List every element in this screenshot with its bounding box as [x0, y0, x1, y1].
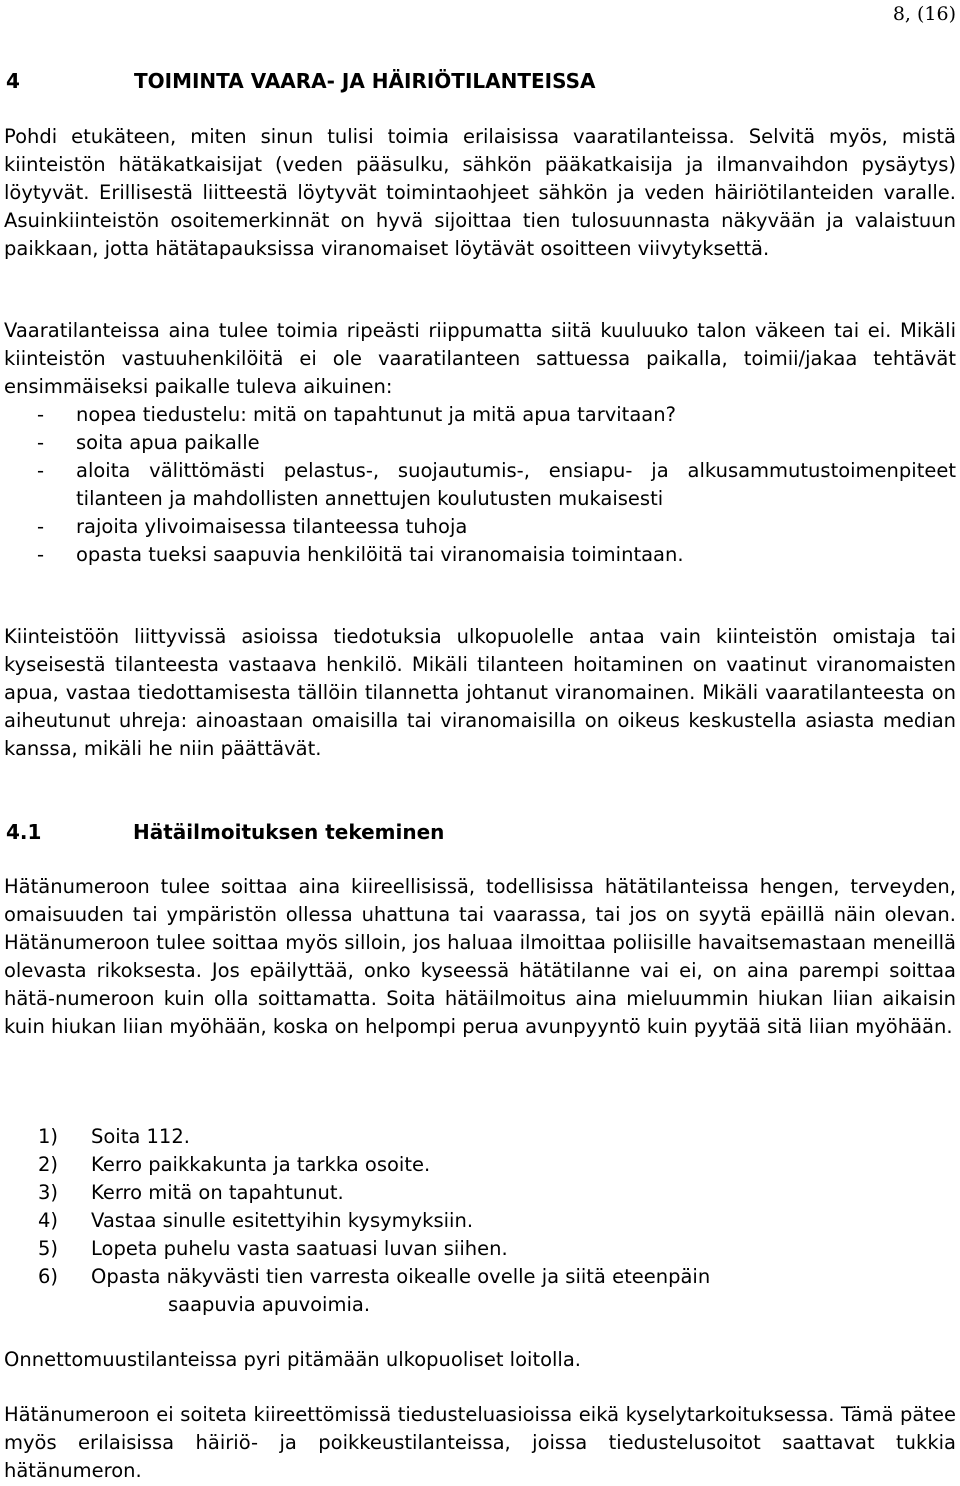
list-item — [4, 457, 956, 513]
subsection-heading — [6, 818, 445, 846]
communications-paragraph: Kiinteistöön liittyvissä asioissa tiedotuksia ulkopuolelle antaa vain kiinteistön omistaja tai kyseisestä tilanteesta vastaava henkilö. Mikäli tilanteen hoitaminen on vaatinut viranomaisten apua, vastaa tiedottamisesta tällöin tilannetta johtanut viranomainen. Mikäli vaaratilanteesta on aiheutunut uhreja: ainoastaan omaisilla tai viranomaisilla on oikeus keskustella asiasta median kanssa, mikäli he niin päättävät. — [4, 625, 956, 760]
emergency-call-paragraph: Hätänumeroon tulee soittaa aina kiireellisissä, todellisissa hätätilanteissa hengen, terveyden, omaisuuden tai ympäristön ollessa uhattuna tai vaarassa, tai jos on syytä epäillä näin olevan. Hätänumeroon tulee soittaa myös silloin, jos haluaa ilmoittaa poliisille havaitsemastaan meneillä olevasta rikoksesta. Jos epäilyttää, onko kyseessä hätätilanne vai ei, on aina parempi soittaa hätä-numeroon kuin olla soittamatta. Soita hätäilmoitus aina mieluummin hiukan liian aikaisin kuin hiukan liian myöhään, koska on helpompi perua avunpyyntö kuin pyytää sitä liian myöhään. — [4, 875, 956, 1038]
list-item — [4, 1123, 956, 1151]
list-item — [4, 1207, 956, 1235]
intro-paragraph: Pohdi etukäteen, miten sinun tulisi toimia erilaisissa vaaratilanteissa. Selvitä myös, mistä kiinteistön hätäkatkaisijat (veden pääsulku, sähkön pääkatkaisija ja ilmanvaihdon pysäytys) löytyvät. Erillisestä liitteestä löytyvät toimintaohjeet sähkön ja veden häiriötilanteiden varalle. Asuinkiinteistön osoitemerkinnät on hyvä sijoittaa tien tulosuunnasta näkyvään ja valaistuun paikkaan, jotta hätätapauksissa viranomaiset löytävät osoitteen viivytyksettä. — [4, 125, 956, 260]
step-text: Vastaa sinulle esitettyihin kysymyksiin. — [91, 1209, 474, 1232]
list-dash: - — [37, 459, 45, 482]
step-marker: 6) — [38, 1265, 59, 1288]
list-dash: - — [37, 515, 45, 538]
list-item-text: nopea tiedustelu: mitä on tapahtunut ja mitä apua tarvitaan? — [76, 403, 676, 426]
accident-paragraph: Onnettomuustilanteissa pyri pitämään ulkopuoliset loitolla. — [4, 1348, 582, 1371]
step-marker: 5) — [38, 1237, 59, 1260]
list-item — [4, 1151, 956, 1179]
list-item-text: aloita välittömästi pelastus-, suojautumis-, ensiapu- ja alkusammutustoimenpiteet tilanteen ja mahdollisten annettujen koulutusten mukaisesti — [76, 459, 956, 510]
step-text: Opasta näkyvästi tien varresta oikealle ovelle ja siitä eteenpäin — [91, 1265, 711, 1288]
list-item-text: soita apua paikalle — [76, 431, 260, 454]
step-marker: 2) — [38, 1153, 59, 1176]
non-urgent-paragraph: Hätänumeroon ei soiteta kiireettömissä tiedusteluasioissa eikä kyselytarkoituksessa. Tämä pätee myös erilaisissa häiriö- ja poikkeustilanteissa, joissa tiedustelusoitot saattavat tukkia hätänumeron. — [4, 1403, 956, 1482]
list-item — [4, 401, 956, 429]
list-item-text: rajoita ylivoimaisessa tilanteessa tuhoja — [76, 515, 468, 538]
list-dash: - — [37, 403, 45, 426]
step-text: Kerro paikkakunta ja tarkka osoite. — [91, 1153, 431, 1176]
danger-paragraph: Vaaratilanteissa aina tulee toimia ripeästi riippumatta siitä kuuluuko talon väkeen tai ei. Mikäli kiinteistön vastuuhenkilöitä ei ole vaaratilanteen sattuessa paikalla, toimii/jakaa tehtävät ensimmäiseksi paikalle tuleva aikuinen: — [4, 319, 956, 398]
list-item — [4, 1263, 956, 1319]
section-number: 4 — [6, 69, 20, 93]
list-item — [4, 541, 956, 569]
list-item — [4, 513, 956, 541]
danger-actions-list — [4, 401, 956, 569]
step-continuation: saapuvia apuvoimia. — [168, 1293, 371, 1316]
list-item-text: opasta tueksi saapuvia henkilöitä tai viranomaisia toimintaan. — [76, 543, 684, 566]
step-text: Kerro mitä on tapahtunut. — [91, 1181, 344, 1204]
list-item — [4, 429, 956, 457]
list-dash: - — [37, 543, 45, 566]
step-marker: 3) — [38, 1181, 59, 1204]
step-text: Soita 112. — [91, 1125, 190, 1148]
page-number: 8, (16) — [892, 3, 956, 25]
step-text: Lopeta puhelu vasta saatuasi luvan siihen. — [91, 1237, 508, 1260]
call-steps-list — [4, 1123, 956, 1319]
list-item — [4, 1179, 956, 1207]
section-title: TOIMINTA VAARA- JA HÄIRIÖTILANTEISSA — [134, 69, 596, 93]
section-heading — [6, 67, 596, 95]
list-dash: - — [37, 431, 45, 454]
step-marker: 1) — [38, 1125, 59, 1148]
subsection-title: Hätäilmoituksen tekeminen — [133, 820, 445, 844]
step-marker: 4) — [38, 1209, 59, 1232]
list-item — [4, 1235, 956, 1263]
subsection-number: 4.1 — [6, 820, 42, 844]
